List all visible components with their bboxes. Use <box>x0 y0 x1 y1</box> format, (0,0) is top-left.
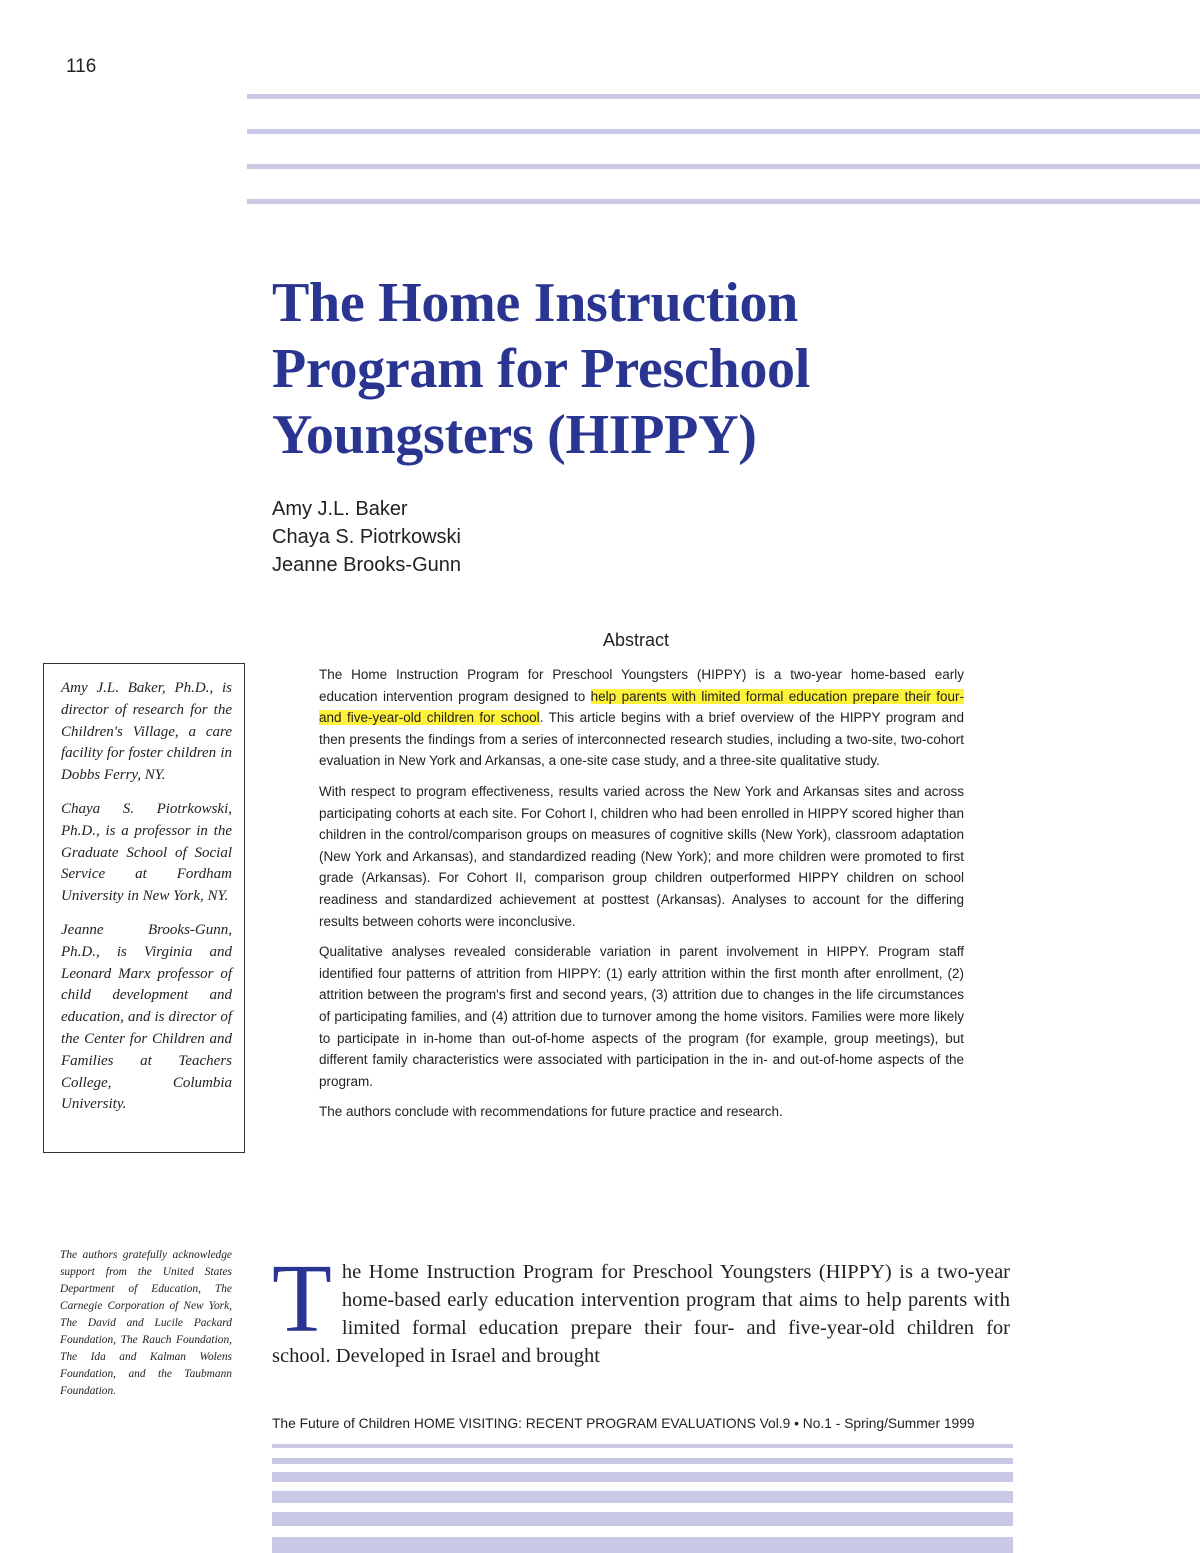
bottom-rule-2 <box>272 1458 1013 1464</box>
abstract-heading: Abstract <box>603 630 670 650</box>
journal-citation: The Future of Children HOME VISITING: RECENT PROGRAM EVALUATIONS Vol.9 • No.1 - Spring/Summer 1999 <box>272 1416 975 1431</box>
author-name: Amy J.L. Baker <box>272 498 408 520</box>
author-bio: Amy J.L. Baker, Ph.D., is director of research for the Children's Village, a care facility for foster children in Dobbs Ferry, NY. <box>61 680 232 784</box>
abstract-text: The Home Instruction Program for Preschool Youngsters (HIPPY) is a two-year home-based early education intervention program designed to <box>319 667 964 704</box>
author-list <box>272 495 461 579</box>
author-name: Chaya S. Piotrkowski <box>272 526 461 548</box>
bottom-rule-5 <box>272 1512 1013 1526</box>
acknowledgment-note: The authors gratefully acknowledge support from the United States Department of Education, The Carnegie Corporation of New York, The David and Lucile Packard Foundation, The Rauch Foundation, The Ida and Kalman Wolens Foundation, and the Taubmann Foundation. <box>60 1249 232 1397</box>
highlighted-text: help parents with limited formal education prepare their four- and five-year-old children for school <box>319 688 965 726</box>
author-bio: Jeanne Brooks-Gunn, Ph.D., is Virginia and Leonard Marx professor of child development and education, and is director of the Center for Children and Families at Teachers College, Columbia University. <box>61 921 232 1113</box>
abstract-paragraph <box>319 664 964 772</box>
author-bio-box <box>43 663 245 1153</box>
drop-cap: T <box>272 1245 332 1353</box>
body-text: he Home Instruction Program for Preschool Youngsters (HIPPY) is a two-year home-based early education intervention program that aims to help parents with limited formal education prepare their four- and five-year-old children for school. Developed in Israel and brought <box>272 1261 1010 1367</box>
top-rule-4 <box>247 199 1200 204</box>
abstract-body <box>319 664 964 1132</box>
author-name: Jeanne Brooks-Gunn <box>272 554 462 576</box>
article-title: The Home Instruction Program for Preschool Youngsters (HIPPY) <box>272 272 811 466</box>
abstract-paragraph: The authors conclude with recommendations for future practice and research. <box>319 1104 783 1120</box>
abstract-paragraph: With respect to program effectiveness, results varied across the New York and Arkansas sites and across participating cohorts at each site. For Cohort I, children who had been enrolled in HIPPY scored higher than children in the control/comparison groups on measures of cognitive skills (New York), classroom adaptation (New York and Arkansas), and standardized reading (New York); and more children were promoted to first grade (Arkansas). For Cohort II, comparison group children outperformed HIPPY children on school readiness and standardized achievement at posttest (Arkansas). Analyses to account for the differing results between cohorts were inconclusive. <box>319 783 964 929</box>
bottom-rule-4 <box>272 1491 1013 1503</box>
body-paragraph <box>272 1245 1010 1370</box>
bottom-rule-1 <box>272 1444 1013 1448</box>
bottom-rule-6 <box>272 1537 1013 1553</box>
top-rule-3 <box>247 164 1200 169</box>
top-rule-1 <box>247 94 1200 99</box>
bottom-rule-3 <box>272 1472 1013 1482</box>
page-number: 116 <box>66 56 97 77</box>
author-bio: Chaya S. Piotrkowski, Ph.D., is a professor in the Graduate School of Social Service at Fordham University in New York, NY. <box>61 800 232 905</box>
abstract-paragraph: Qualitative analyses revealed considerable variation in parent involvement in HIPPY. Program staff identified four patterns of attrition from HIPPY: (1) early attrition within the first month after enrollment, (2) attrition between the program's first and second years, (3) attrition due to changes in the life circumstances of participating families, and (4) attrition due to turnover among the home visitors. Families were more likely to participate in in-home than out-of-home aspects of the program (for example, group meetings), but different family characteristics were associated with participation in the in- and out-of-home aspects of the program. <box>319 944 964 1089</box>
abstract-text: . This article begins with a brief overview of the HIPPY program and then presents the findings from a series of interconnected research studies, including a two-site, two-cohort evaluation in New York and Arkansas, a one-site case study, and a three-site qualitative study. <box>319 710 964 769</box>
top-rule-2 <box>247 129 1200 134</box>
